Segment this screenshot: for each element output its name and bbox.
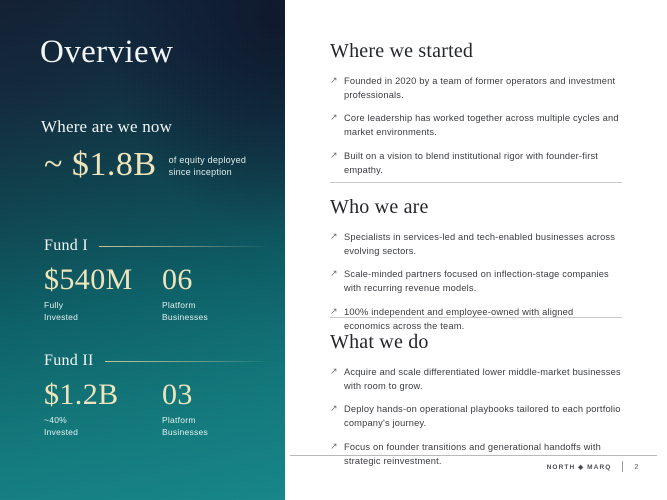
- block-3-bullet-3-text: Focus on founder transitions and generational handoffs with strategic reinvestment.: [344, 441, 601, 466]
- fund-1-stat-2-caption-line-2: Businesses: [162, 311, 208, 322]
- block-2-divider: [330, 182, 622, 183]
- fund-2-stat-1-caption: [44, 414, 162, 439]
- fund-2-stat-1-caption-line-1: ~40%: [44, 414, 67, 425]
- block-2-bullet-1-text: Specialists in services-led and tech-enabled businesses across evolving sectors.: [344, 232, 616, 257]
- block-1-title: Where we started: [330, 40, 474, 62]
- block-1-bullet-2-text: Core leadership has worked together across multiple cycles and market environments.: [344, 113, 619, 138]
- left-panel-content: [0, 0, 285, 500]
- fund-2-stat-1-value: $1.2B: [44, 378, 119, 411]
- section-label-where-are-we-now: Where are we now: [41, 117, 173, 136]
- fund-block-2: [44, 352, 269, 438]
- fund-2-stat-2-value: 03: [162, 378, 193, 411]
- headline-note: [169, 152, 247, 178]
- block-3-title: What we do: [330, 331, 429, 353]
- block-1-bullet-3-text: Built on a vision to blend institutional rigor with founder-first empathy.: [344, 150, 599, 175]
- footer-separator: [622, 461, 623, 472]
- block-2-bullet-2: [330, 267, 622, 295]
- fund-1-stat-2-caption: [162, 299, 262, 324]
- headline-note-line-2: since inception: [168, 167, 232, 177]
- fund-2-stat-2-caption-line-1: Platform: [162, 414, 196, 425]
- block-2-bullet-3-text: 100% independent and employee-owned with aligned economics across the team.: [344, 306, 574, 331]
- fund-1-stat-2-value: 06: [162, 263, 193, 296]
- block-3-bullet-2: [330, 402, 622, 430]
- fund-2-rule: [105, 361, 269, 362]
- arrow-northeast-icon: ↗: [330, 403, 338, 414]
- block-3-bullet-1-text: Acquire and scale differentiated lower middle-market businesses with room to grow.: [344, 367, 621, 392]
- block-1-bullet-2: [330, 111, 622, 139]
- right-panel: [285, 0, 667, 500]
- page-number: 2: [634, 462, 639, 471]
- headline-note-line-1: of equity deployed: [168, 154, 247, 165]
- content-block-what-we-do: [330, 317, 622, 468]
- brand-logo: NORTH ◆ MARQ: [546, 463, 612, 471]
- arrow-northeast-icon: ↗: [330, 305, 338, 316]
- block-3-bullet-1: [330, 365, 622, 393]
- arrow-northeast-icon: ↗: [330, 112, 338, 123]
- fund-block-1: [44, 237, 269, 323]
- headline-metric: [44, 148, 246, 182]
- page-title: Overview: [40, 34, 174, 70]
- block-1-bullet-1: [330, 74, 622, 102]
- fund-1-stat-1: [44, 264, 162, 323]
- fund-1-stat-1-caption-line-1: Fully: [44, 299, 64, 310]
- arrow-northeast-icon: ↗: [330, 268, 338, 279]
- block-3-divider: [330, 317, 622, 318]
- block-1-bullet-3: [330, 149, 622, 177]
- fund-2-name: Fund II: [44, 352, 94, 369]
- content-block-who-we-are: [330, 182, 622, 333]
- fund-1-stats: [44, 264, 269, 323]
- fund-1-stat-1-caption-line-2: Invested: [44, 311, 79, 322]
- fund-2-stat-1-caption-line-2: Invested: [44, 426, 79, 437]
- block-3-bullet-2-text: Deploy hands-on operational playbooks tailored to each portfolio company's journey.: [344, 404, 621, 429]
- fund-1-name: Fund I: [44, 237, 89, 254]
- fund-2-header: [44, 352, 269, 370]
- fund-2-stat-2: [162, 379, 262, 438]
- fund-1-rule: [99, 246, 269, 247]
- block-2-bullet-2-text: Scale-minded partners focused on inflection-stage companies with recurring revenue models.: [344, 269, 609, 294]
- fund-2-stat-2-caption-line-2: Businesses: [162, 426, 208, 437]
- fund-2-stats: [44, 379, 269, 438]
- fund-1-stat-1-caption: [44, 299, 162, 324]
- arrow-northeast-icon: ↗: [330, 231, 338, 241]
- fund-1-header: [44, 237, 269, 255]
- footer-divider: [290, 455, 657, 456]
- arrow-northeast-icon: ↗: [330, 366, 338, 376]
- block-2-title: Who we are: [330, 196, 429, 218]
- fund-2-stat-2-caption: [162, 414, 262, 439]
- block-2-bullet-1: [330, 230, 622, 258]
- fund-1-stat-2-caption-line-1: Platform: [162, 299, 196, 310]
- fund-2-stat-1: [44, 379, 162, 438]
- arrow-northeast-icon: ↗: [330, 75, 338, 85]
- headline-figure: ~ $1.8B: [44, 146, 157, 183]
- arrow-northeast-icon: ↗: [330, 440, 338, 451]
- fund-1-stat-2: [162, 264, 262, 323]
- fund-1-stat-1-value: $540M: [44, 263, 133, 296]
- block-1-bullet-1-text: Founded in 2020 by a team of former operators and investment professionals.: [344, 76, 616, 101]
- content-block-where-we-started: [330, 40, 622, 177]
- left-panel: [0, 0, 285, 500]
- footer: [547, 461, 639, 472]
- arrow-northeast-icon: ↗: [330, 149, 338, 160]
